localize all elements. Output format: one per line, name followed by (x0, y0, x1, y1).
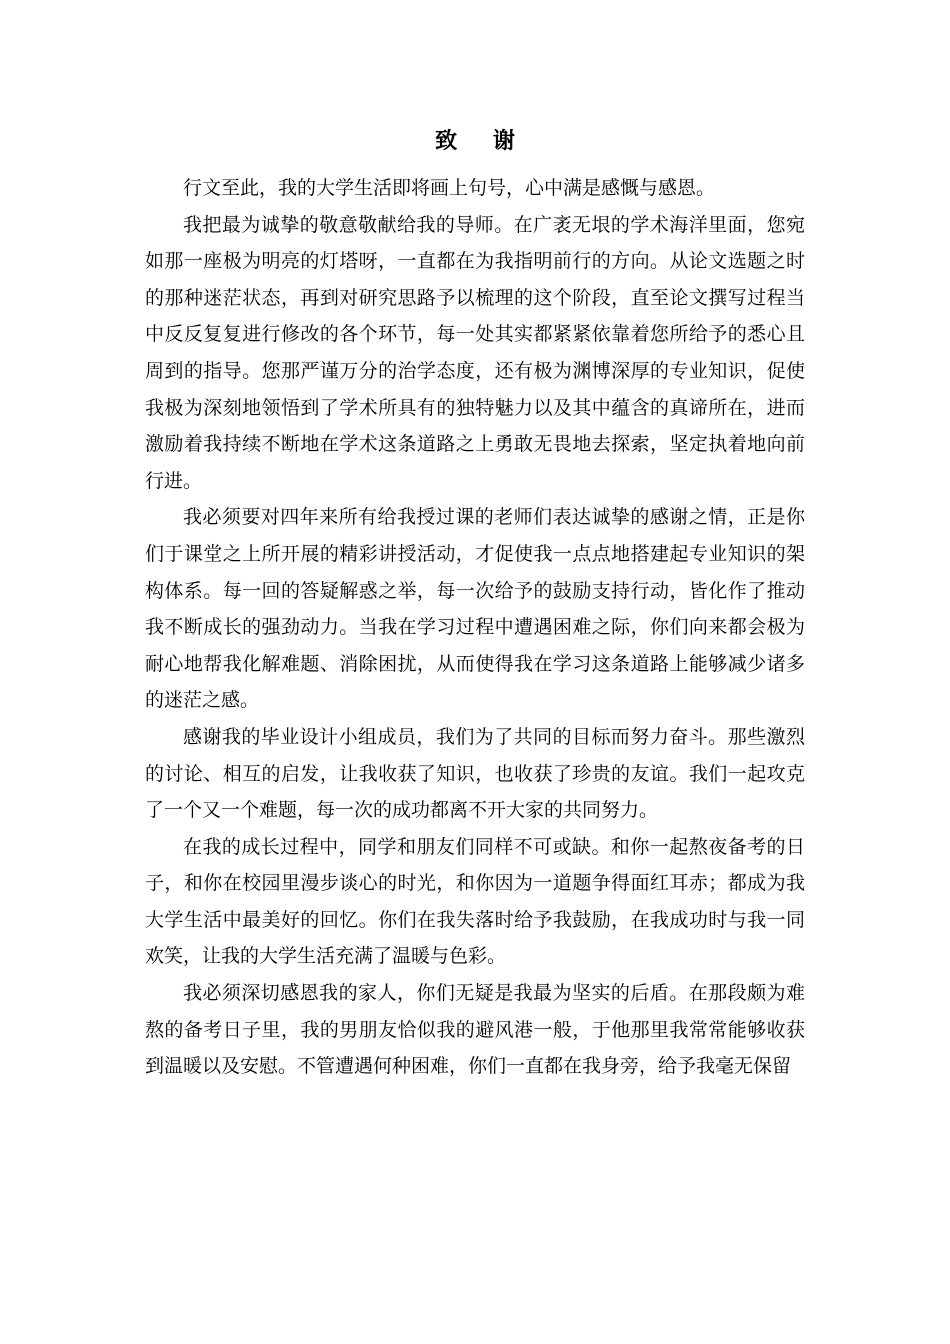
page-title: 致 谢 (435, 129, 529, 154)
acknowledgement-body (145, 170, 805, 1085)
paragraph-team: 感谢我的毕业设计小组成员，我们为了共同的目标而努力奋斗。那些激烈的讨论、相互的启发，让我收获了知识，也收获了珍贵的友谊。我们一起攻克了一个又一个难题，每一次的成功都离不开大家的共同努力。 (145, 725, 805, 822)
paragraph-intro: 行文至此，我的大学生活即将画上句号，心中满是感慨与感恩。 (183, 177, 716, 199)
paragraph-teachers: 我必须要对四年来所有给我授过课的老师们表达诚挚的感谢之情，正是你们于课堂之上所开展的精彩讲授活动，才促使我一点点地搭建起专业知识的架构体系。每一回的答疑解惑之举，每一次给予的鼓励支持行动，皆化作了推动我不断成长的强劲动力。当我在学习过程中遭遇困难之际，你们向来都会极为耐心地帮我化解难题、消除困扰，从而使得我在学习这条道路上能够减少诸多的迷茫之感。 (145, 506, 805, 712)
paragraph-advisor: 我把最为诚挚的敬意敬献给我的导师。在广袤无垠的学术海洋里面，您宛如那一座极为明亮的灯塔呀，一直都在为我指明前行的方向。从论文选题之时的那种迷茫状态，再到对研究思路予以梳理的这个阶段，直至论文撰写过程当中反反复复进行修改的各个环节，每一处其实都紧紧依靠着您所给予的悉心且周到的指导。您那严谨万分的治学态度，还有极为渊博深厚的专业知识，促使我极为深刻地领悟到了学术所具有的独特魅力以及其中蕴含的真谛所在，进而激励着我持续不断地在学术这条道路之上勇敢无畏地去探索，坚定执着地向前行进。 (145, 213, 805, 492)
paragraph-friends: 在我的成长过程中，同学和朋友们同样不可或缺。和你一起熬夜备考的日子，和你在校园里漫步谈心的时光，和你因为一道题争得面红耳赤；都成为我大学生活中最美好的回忆。你们在我失落时给予我鼓励，在我成功时与我一同欢笑，让我的大学生活充满了温暖与色彩。 (145, 835, 805, 968)
paragraph-family: 我必须深切感恩我的家人，你们无疑是我最为坚实的后盾。在那段颇为难熬的备考日子里，我的男朋友恰似我的避风港一般，于他那里我常常能够收获到温暖以及安慰。不管遭遇何种困难，你们一直都在我身旁，给予我毫无保留 (145, 982, 805, 1078)
